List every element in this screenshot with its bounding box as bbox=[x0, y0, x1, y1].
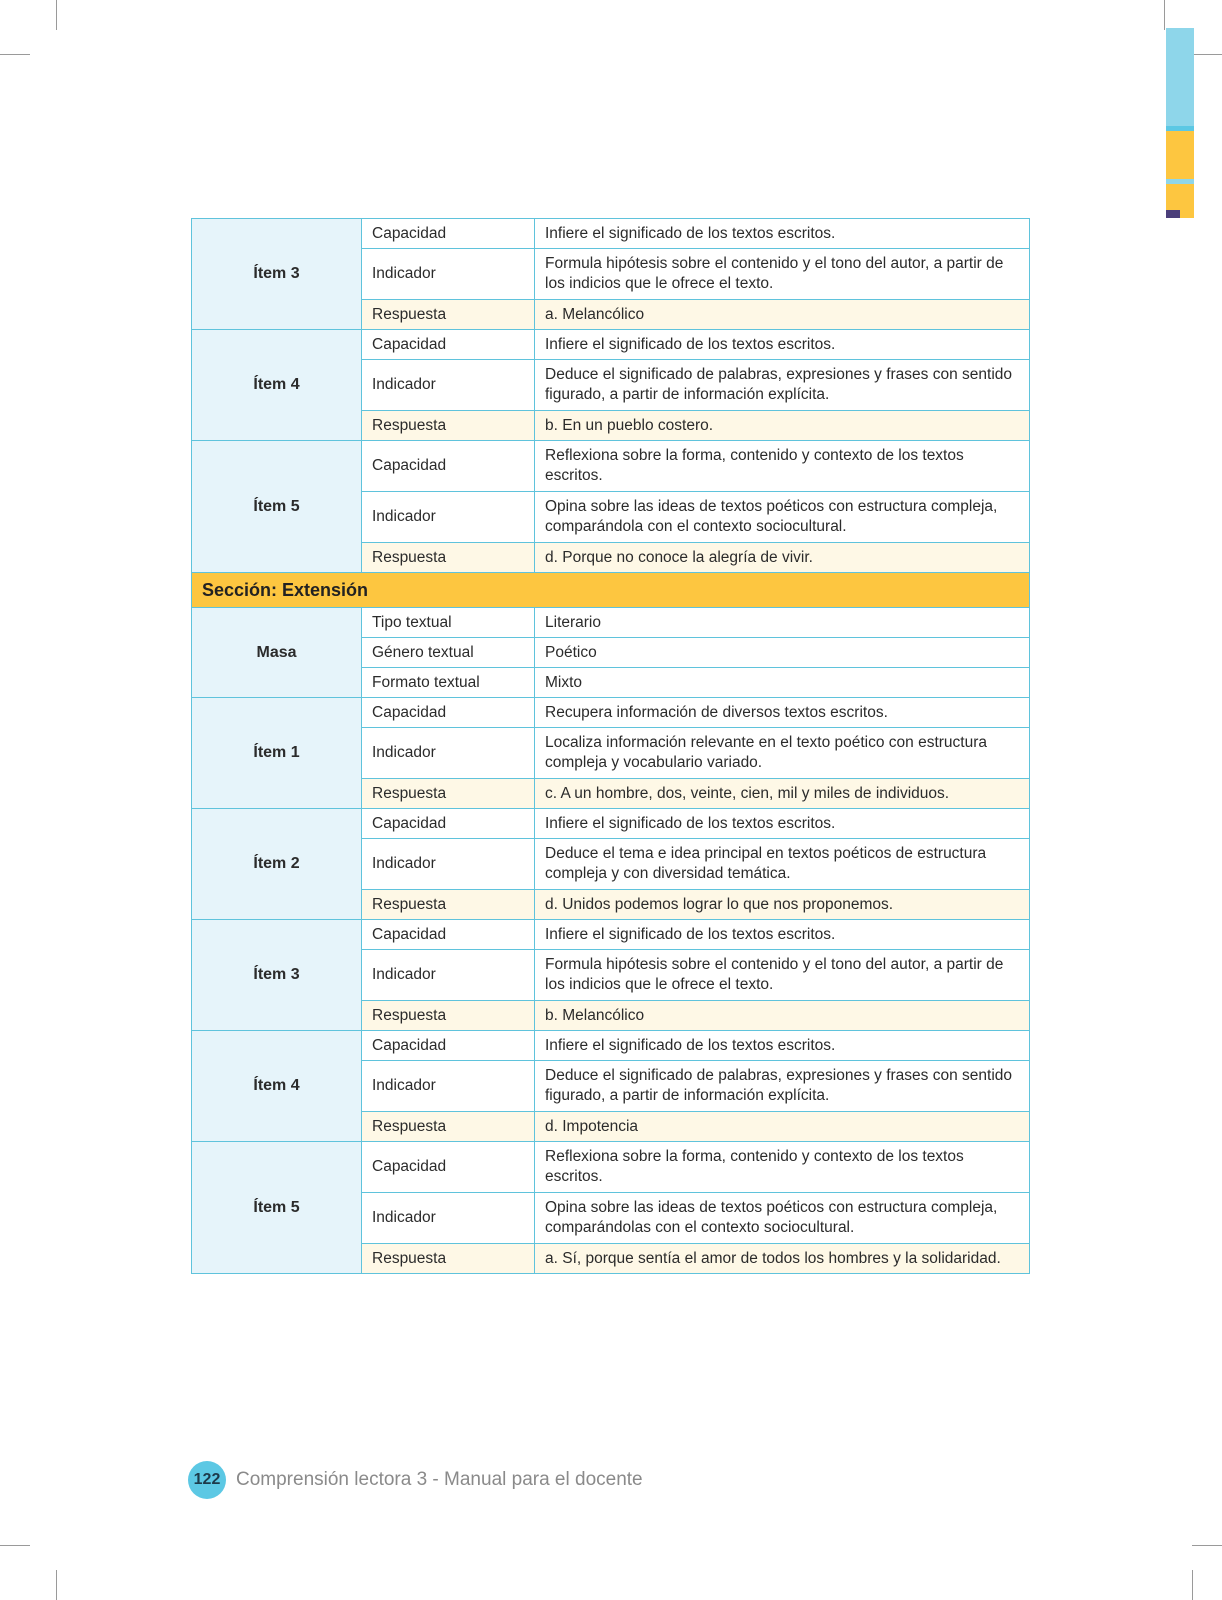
table-row bbox=[192, 330, 1030, 360]
row-value: Localiza información relevante en el texto poético con estructura compleja y vocabulario variado. bbox=[535, 728, 1030, 779]
answer-value: b. En un pueblo costero. bbox=[535, 411, 1030, 441]
table-row bbox=[192, 698, 1030, 728]
row-label: Capacidad bbox=[362, 698, 535, 728]
row-label: Indicador bbox=[362, 950, 535, 1001]
row-label: Respuesta bbox=[362, 543, 535, 573]
row-value: Opina sobre las ideas de textos poéticos con estructura compleja, comparándolas con el contexto sociocultural. bbox=[535, 1193, 1030, 1244]
row-value: Deduce el significado de palabras, expresiones y frases con sentido figurado, a partir de información explícita. bbox=[535, 360, 1030, 411]
row-value: Infiere el significado de los textos escritos. bbox=[535, 1031, 1030, 1061]
row-value: Reflexiona sobre la forma, contenido y contexto de los textos escritos. bbox=[535, 1142, 1030, 1193]
section-header-row bbox=[192, 573, 1030, 608]
answer-value: d. Porque no conoce la alegría de vivir. bbox=[535, 543, 1030, 573]
answer-value: a. Melancólico bbox=[535, 300, 1030, 330]
table-row bbox=[192, 1142, 1030, 1193]
row-value: Poético bbox=[535, 638, 1030, 668]
item-label: Masa bbox=[192, 608, 362, 698]
row-label: Tipo textual bbox=[362, 608, 535, 638]
row-label: Capacidad bbox=[362, 809, 535, 839]
item-label: Ítem 3 bbox=[192, 920, 362, 1031]
crop-mark bbox=[56, 1570, 57, 1600]
item-label: Ítem 5 bbox=[192, 1142, 362, 1274]
crop-mark bbox=[0, 54, 30, 55]
row-label: Respuesta bbox=[362, 779, 535, 809]
page-footer bbox=[188, 1461, 643, 1499]
item-label: Ítem 4 bbox=[192, 330, 362, 441]
crop-mark bbox=[56, 0, 57, 30]
row-value: Formula hipótesis sobre el contenido y el tono del autor, a partir de los indicios que le ofrece el texto. bbox=[535, 950, 1030, 1001]
answers-table bbox=[191, 218, 1030, 1274]
row-label: Respuesta bbox=[362, 1001, 535, 1031]
table-row bbox=[192, 441, 1030, 492]
crop-mark bbox=[1192, 54, 1222, 55]
crop-mark bbox=[1192, 1570, 1193, 1600]
answer-value: d. Unidos podemos lograr lo que nos proponemos. bbox=[535, 890, 1030, 920]
item-label: Ítem 2 bbox=[192, 809, 362, 920]
crop-mark bbox=[0, 1545, 30, 1546]
row-value: Reflexiona sobre la forma, contenido y contexto de los textos escritos. bbox=[535, 441, 1030, 492]
row-value: Literario bbox=[535, 608, 1030, 638]
side-color-tabs bbox=[1166, 28, 1194, 218]
answer-value: a. Sí, porque sentía el amor de todos los hombres y la solidaridad. bbox=[535, 1244, 1030, 1274]
row-value: Infiere el significado de los textos escritos. bbox=[535, 219, 1030, 249]
row-label: Formato textual bbox=[362, 668, 535, 698]
item-label: Ítem 5 bbox=[192, 441, 362, 573]
table-row bbox=[192, 1031, 1030, 1061]
row-value: Deduce el tema e idea principal en textos poéticos de estructura compleja y con diversidad temática. bbox=[535, 839, 1030, 890]
row-label: Respuesta bbox=[362, 890, 535, 920]
section-title: Sección: Extensión bbox=[192, 573, 1030, 608]
row-value: Opina sobre las ideas de textos poéticos con estructura compleja, comparándola con el contexto sociocultural. bbox=[535, 492, 1030, 543]
row-value: Recupera información de diversos textos escritos. bbox=[535, 698, 1030, 728]
footer-title: Comprensión lectora 3 - Manual para el docente bbox=[236, 1469, 643, 1490]
row-label: Indicador bbox=[362, 360, 535, 411]
row-value: Infiere el significado de los textos escritos. bbox=[535, 330, 1030, 360]
row-label: Indicador bbox=[362, 839, 535, 890]
row-value: Infiere el significado de los textos escritos. bbox=[535, 920, 1030, 950]
answer-value: c. A un hombre, dos, veinte, cien, mil y miles de individuos. bbox=[535, 779, 1030, 809]
row-label: Indicador bbox=[362, 249, 535, 300]
table-row bbox=[192, 809, 1030, 839]
row-label: Indicador bbox=[362, 1193, 535, 1244]
table-row bbox=[192, 920, 1030, 950]
crop-mark bbox=[1192, 1545, 1222, 1546]
item-label: Ítem 4 bbox=[192, 1031, 362, 1142]
row-label: Género textual bbox=[362, 638, 535, 668]
row-label: Capacidad bbox=[362, 219, 535, 249]
row-label: Respuesta bbox=[362, 1112, 535, 1142]
row-label: Capacidad bbox=[362, 441, 535, 492]
page-number: 122 bbox=[188, 1461, 226, 1499]
table-row bbox=[192, 219, 1030, 249]
answer-value: b. Melancólico bbox=[535, 1001, 1030, 1031]
row-value: Mixto bbox=[535, 668, 1030, 698]
row-label: Indicador bbox=[362, 492, 535, 543]
row-label: Indicador bbox=[362, 1061, 535, 1112]
row-label: Capacidad bbox=[362, 330, 535, 360]
crop-mark bbox=[1164, 0, 1165, 30]
row-value: Deduce el significado de palabras, expresiones y frases con sentido figurado, a partir de información explícita. bbox=[535, 1061, 1030, 1112]
item-label: Ítem 1 bbox=[192, 698, 362, 809]
row-label: Respuesta bbox=[362, 300, 535, 330]
row-label: Capacidad bbox=[362, 1031, 535, 1061]
row-label: Respuesta bbox=[362, 1244, 535, 1274]
row-label: Capacidad bbox=[362, 1142, 535, 1193]
item-label: Ítem 3 bbox=[192, 219, 362, 330]
table-row bbox=[192, 608, 1030, 638]
row-value: Infiere el significado de los textos escritos. bbox=[535, 809, 1030, 839]
row-label: Capacidad bbox=[362, 920, 535, 950]
row-label: Indicador bbox=[362, 728, 535, 779]
row-value: Formula hipótesis sobre el contenido y el tono del autor, a partir de los indicios que le ofrece el texto. bbox=[535, 249, 1030, 300]
answer-value: d. Impotencia bbox=[535, 1112, 1030, 1142]
row-label: Respuesta bbox=[362, 411, 535, 441]
